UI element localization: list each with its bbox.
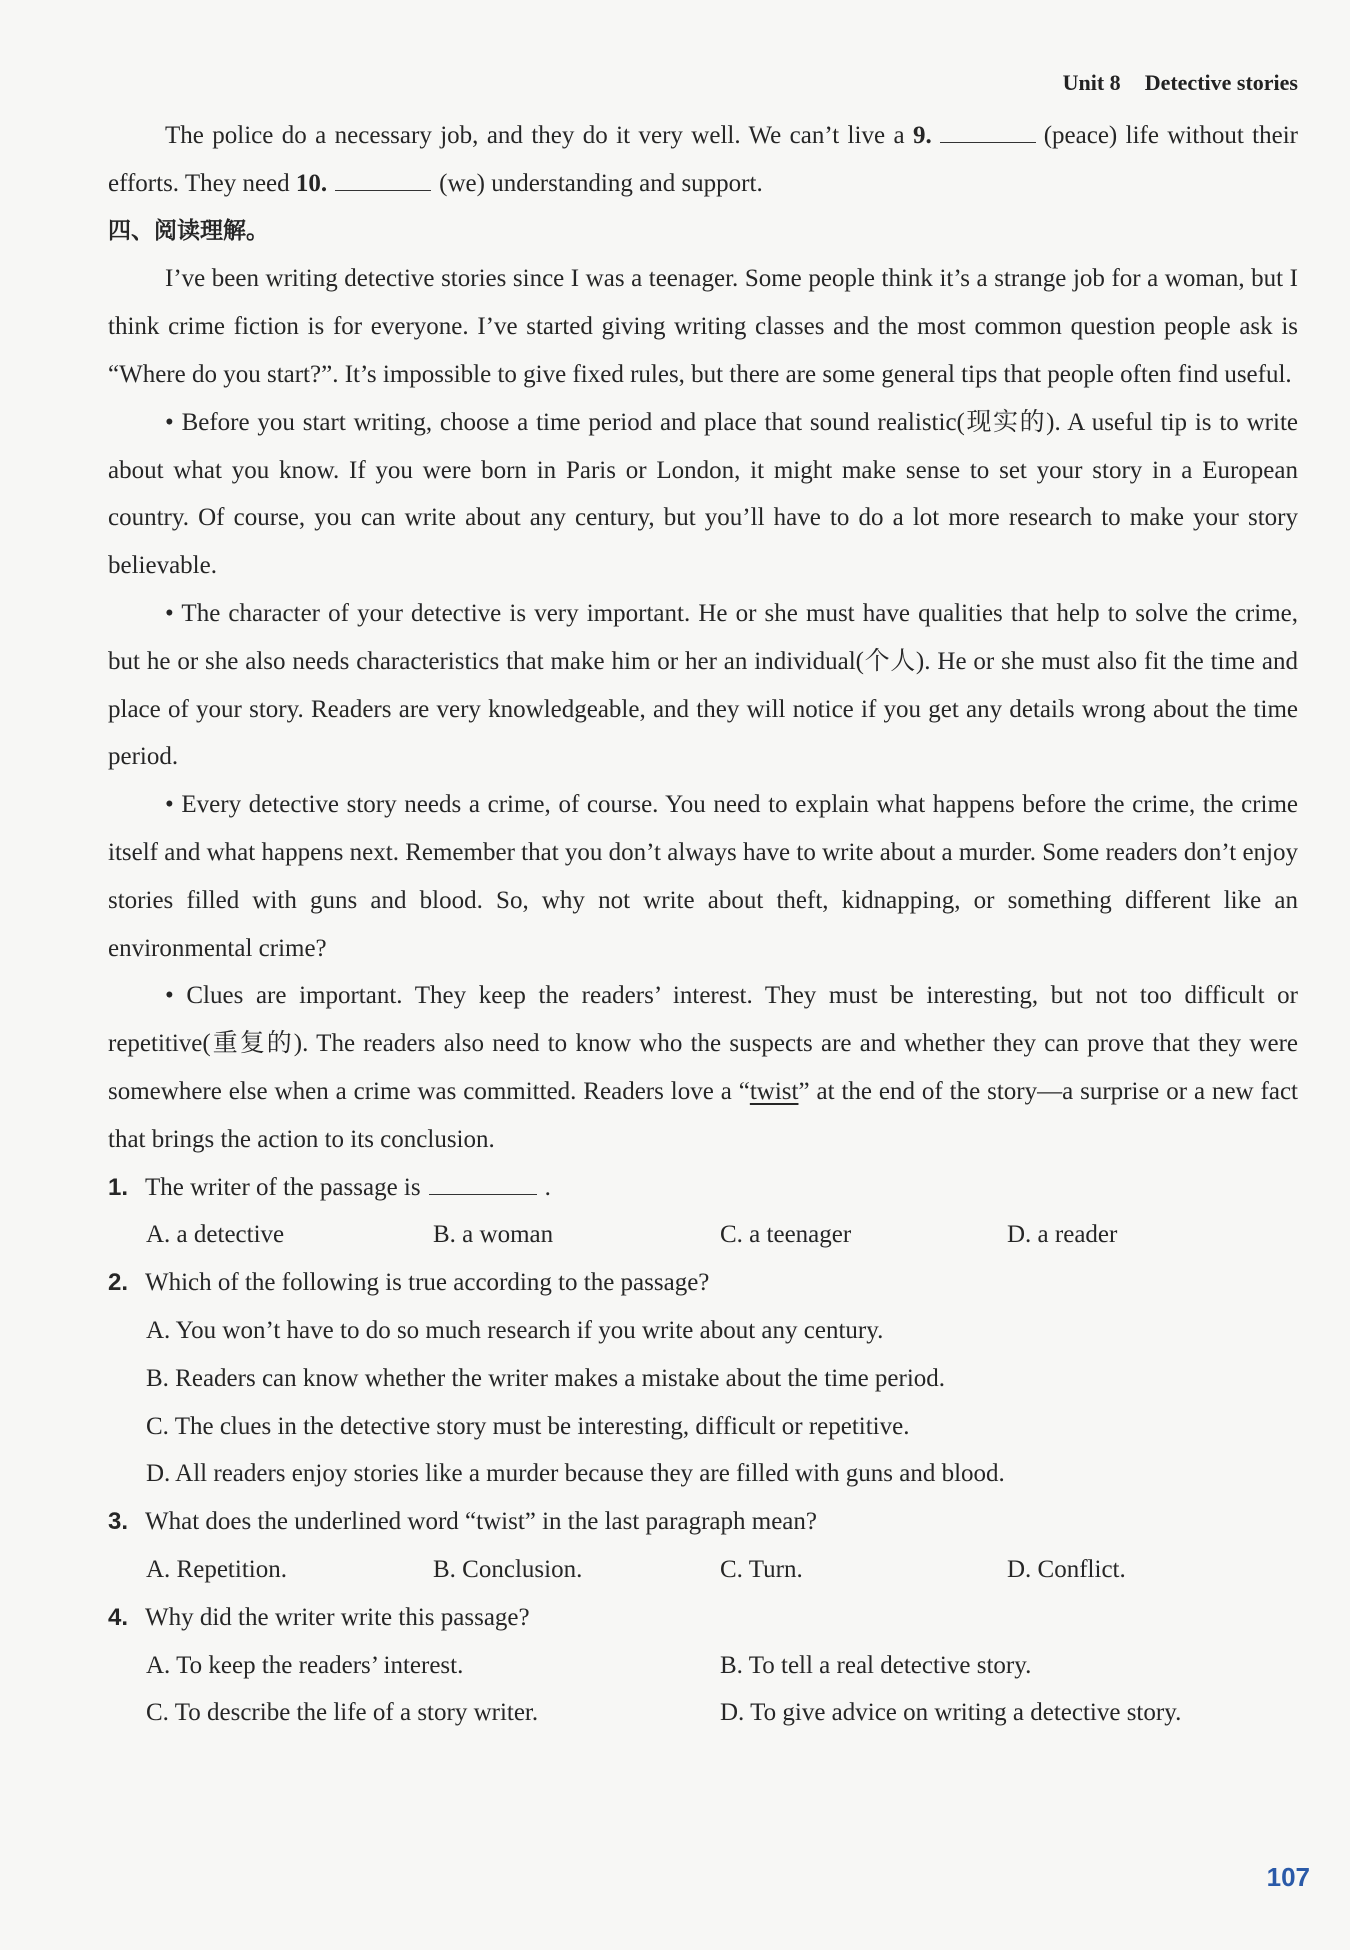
header-title: Detective stories [1144, 70, 1298, 95]
question-2 [108, 1259, 1298, 1307]
question-1 [108, 1164, 1298, 1212]
blank-number-9: 9. [912, 122, 932, 149]
question-number: 1. [108, 1173, 129, 1201]
question-4 [108, 1594, 1298, 1642]
hint-9: (peace) [1043, 122, 1118, 149]
question-number: 2. [108, 1269, 129, 1297]
question-3-options [108, 1546, 1298, 1594]
question-number: 4. [108, 1603, 129, 1631]
option-b[interactable]: B. Readers can know whether the writer makes a mistake about the time period. [146, 1364, 946, 1392]
p5-text-a: • Clues are important. They keep the readers’ interest. They must be interesting, but not too difficult or repetitive(重复的). The readers also need to know who the suspects are and whether they can prove that they were somewhere else when a crime was committed. Readers love a “ [108, 982, 1298, 1105]
question-stem: Which of the following is true according to the passage? [145, 1269, 710, 1297]
continued-passage [108, 112, 1298, 208]
option-d[interactable]: D. To give advice on writing a detective story. [720, 1699, 1182, 1727]
p5-text-b: ” at the end of the story—a surprise or a new fact that brings the action to its conclusion. [108, 1077, 1298, 1153]
page-content [108, 112, 1298, 1737]
hint-10: (we) understanding and support. [439, 169, 763, 197]
header-unit: Unit 8 [1062, 70, 1121, 95]
question-stem: The writer of the passage is [145, 1173, 421, 1201]
question-stem: Why did the writer write this passage? [145, 1603, 530, 1631]
answer-blank-q1[interactable] [429, 1174, 537, 1195]
option-b[interactable]: B. a woman [433, 1221, 554, 1249]
option-a[interactable]: A. You won’t have to do so much research if you write about any century. [146, 1316, 884, 1344]
passage-paragraph-2: • Before you start writing, choose a time period and place that sound realistic(现实的). A useful tip is to write about what you know. If you were born in Paris or London, it might make sense to set your story in a European country. Of course, you can write about any century, but you’ll have to do a lot more research to make your story believable. [108, 408, 1298, 580]
option-c[interactable]: C. Turn. [720, 1555, 803, 1583]
question-4-options-row-1 [108, 1642, 1298, 1690]
cont-text-1: The police do a necessary job, and they do it very well. We can’t live a [165, 122, 905, 149]
option-b[interactable]: B. To tell a real detective story. [720, 1651, 1032, 1679]
option-a[interactable]: A. To keep the readers’ interest. [146, 1651, 464, 1679]
option-d[interactable]: D. Conflict. [1007, 1555, 1126, 1583]
option-c[interactable]: C. a teenager [720, 1221, 852, 1249]
question-4-options-row-2 [108, 1689, 1298, 1737]
option-d[interactable]: D. All readers enjoy stories like a murder because they are filled with guns and blood. [146, 1460, 1005, 1488]
passage-paragraph-3: • The character of your detective is very important. He or she must have qualities that help to solve the crime, but he or she also needs characteristics that make him or her an individual(个人). He or she must also fit the time and place of your story. Readers are very knowledgeable, and they will notice if you get any details wrong about the time period. [108, 599, 1298, 771]
question-stem: What does the underlined word “twist” in the last paragraph mean? [145, 1508, 817, 1536]
section-title: 四、阅读理解。 [108, 217, 269, 244]
option-d[interactable]: D. a reader [1007, 1221, 1118, 1249]
question-number: 3. [108, 1508, 129, 1536]
passage-paragraph-1: I’ve been writing detective stories since I was a teenager. Some people think it’s a strange job for a woman, but I think crime fiction is for everyone. I’ve started giving writing classes and the most common question people ask is “Where do you start?”. It’s impossible to give fixed rules, but there are some general tips that people often find useful. [108, 265, 1298, 388]
answer-blank-10[interactable] [335, 170, 431, 191]
option-c[interactable]: C. To describe the life of a story writer. [146, 1699, 539, 1727]
running-header [1063, 70, 1298, 96]
question-stem-end: . [544, 1173, 551, 1201]
option-a[interactable]: A. Repetition. [146, 1555, 287, 1583]
question-3 [108, 1498, 1298, 1546]
blank-number-10: 10. [295, 169, 328, 197]
page-number: 107 [1266, 1862, 1310, 1892]
passage-paragraph-5 [108, 972, 1298, 1163]
question-1-options [108, 1211, 1298, 1259]
option-c[interactable]: C. The clues in the detective story must be interesting, difficult or repetitive. [146, 1412, 910, 1440]
cont-text-2: life without their efforts. They need [108, 122, 1298, 197]
underlined-word-twist: twist [749, 1077, 799, 1105]
answer-blank-9[interactable] [940, 122, 1036, 143]
option-b[interactable]: B. Conclusion. [433, 1555, 583, 1583]
option-a[interactable]: A. a detective [146, 1221, 285, 1249]
passage-paragraph-4: • Every detective story needs a crime, of course. You need to explain what happens before the crime, the crime itself and what happens next. Remember that you don’t always have to write about a murder. Some readers don’t enjoy stories filled with guns and blood. So, why not write about theft, kidnapping, or something different like an environmental crime? [108, 791, 1298, 962]
